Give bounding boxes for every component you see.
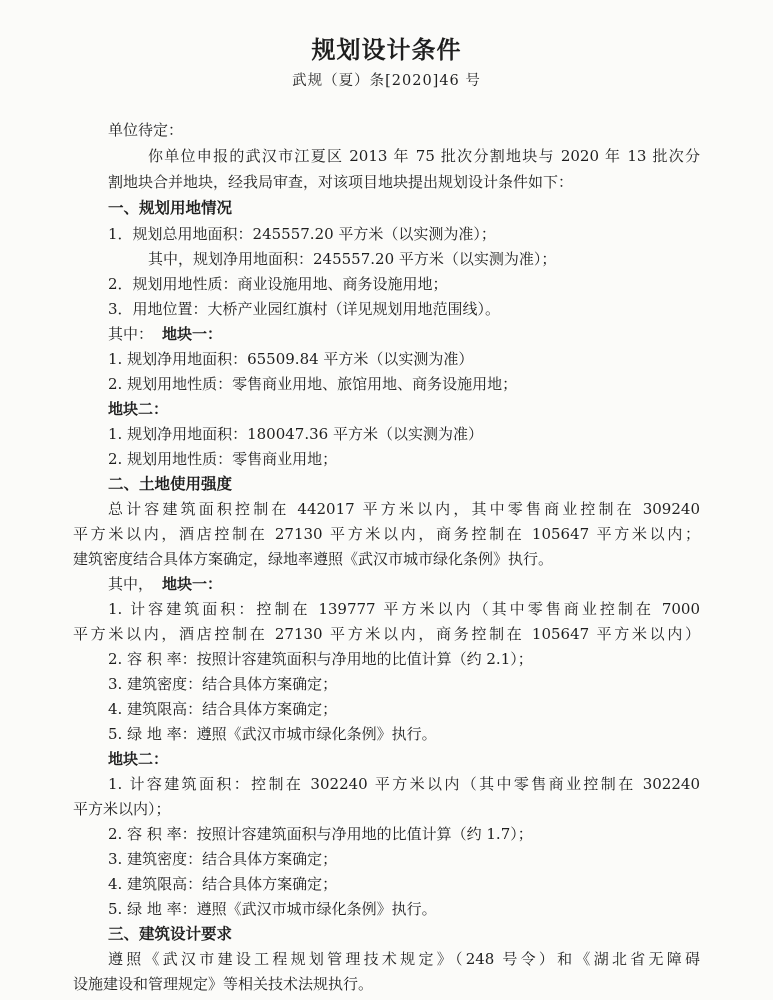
- p1-item-1: 1. 规划净用地面积：65509.84 平方米（以实测为准）: [108, 350, 474, 368]
- p2-item-1: 1. 规划净用地面积：180047.36 平方米（以实测为准）: [108, 425, 483, 443]
- among-label-2: 其中，: [108, 575, 154, 593]
- addressee: 单位待定：: [108, 121, 184, 139]
- s1-item-1: 1．规划总用地面积：245557.20 平方米（以实测为准）；: [108, 225, 496, 243]
- s2-para-line-1: 总计容建筑面积控制在 442017 平方米以内，其中零售商业控制在 309240: [108, 500, 700, 518]
- intro-line-2: 割地块合并地块，经我局审查，对该项目地块提出规划设计条件如下：: [108, 173, 574, 191]
- s2p1-item-2: 2. 容 积 率：按照计容建筑面积与净用地的比值计算（约 2.1）；: [108, 650, 533, 668]
- s2p1-item-3: 3. 建筑密度：结合具体方案确定；: [108, 675, 338, 693]
- document-number: 武规（夏）条[2020]46 号: [292, 73, 481, 89]
- s2-para-line-2: 平方米以内，酒店控制在 27130 平方米以内，商务控制在 105647 平方米以内；: [73, 525, 700, 543]
- intro-line-1: 你单位申报的武汉市江夏区 2013 年 75 批次分割地块与 2020 年 13 批次分: [148, 147, 700, 165]
- document-title: 规划设计条件: [311, 36, 462, 64]
- s2-parcel-1-heading: 地块一：: [162, 575, 223, 593]
- s2p2-item-1-line-2: 平方米以内）；: [73, 800, 171, 818]
- section-heading-2: 二、土地使用强度: [108, 475, 233, 493]
- s2p1-item-5: 5. 绿 地 率：遵照《武汉市城市绿化条例》执行。: [108, 725, 437, 743]
- among-label: 其中：: [108, 325, 154, 343]
- section-heading-3: 三、建筑设计要求: [108, 925, 233, 943]
- s2-parcel-2-heading: 地块二：: [108, 750, 169, 768]
- s1-item-2: 2．规划用地性质：商业设施用地、商务设施用地；: [108, 275, 448, 293]
- section-heading-1: 一、规划用地情况: [108, 199, 233, 217]
- s2p2-item-2: 2. 容 积 率：按照计容建筑面积与净用地的比值计算（约 1.7）；: [108, 825, 533, 843]
- s1-item-3: 3．用地位置：大桥产业园红旗村（详见规划用地范围线）。: [108, 300, 501, 318]
- s2-para-line-3: 建筑密度结合具体方案确定，绿地率遵照《武汉市城市绿化条例》执行。: [73, 550, 554, 568]
- p1-item-2: 2. 规划用地性质：零售商业用地、旅馆用地、商务设施用地；: [108, 375, 518, 393]
- s2p1-item-4: 4. 建筑限高：结合具体方案确定；: [108, 700, 338, 718]
- s2p2-item-4: 4. 建筑限高：结合具体方案确定；: [108, 875, 338, 893]
- parcel-1-heading: 地块一：: [162, 325, 223, 343]
- s1-item-1-sub: 其中，规划净用地面积：245557.20 平方米（以实测为准）；: [148, 250, 557, 268]
- s3-para-line-1: 遵照《武汉市建设工程规划管理技术规定》（248 号令）和《湖北省无障碍: [108, 950, 700, 968]
- s2p2-item-1-line-1: 1. 计容建筑面积：控制在 302240 平方米以内（其中零售商业控制在 302240: [108, 775, 700, 793]
- p2-item-2: 2. 规划用地性质：零售商业用地；: [108, 450, 338, 468]
- s3-para-line-2: 设施建设和管理规定》等相关技术法规执行。: [73, 975, 374, 993]
- s2p1-item-1-line-2: 平方米以内，酒店控制在 27130 平方米以内，商务控制在 105647 平方米以内）: [73, 625, 700, 643]
- s2p2-item-3: 3. 建筑密度：结合具体方案确定；: [108, 850, 338, 868]
- s2p1-item-1-line-1: 1. 计容建筑面积：控制在 139777 平方米以内（其中零售商业控制在 7000: [108, 600, 700, 618]
- s2p2-item-5: 5. 绿 地 率：遵照《武汉市城市绿化条例》执行。: [108, 900, 437, 918]
- parcel-2-heading: 地块二：: [108, 400, 169, 418]
